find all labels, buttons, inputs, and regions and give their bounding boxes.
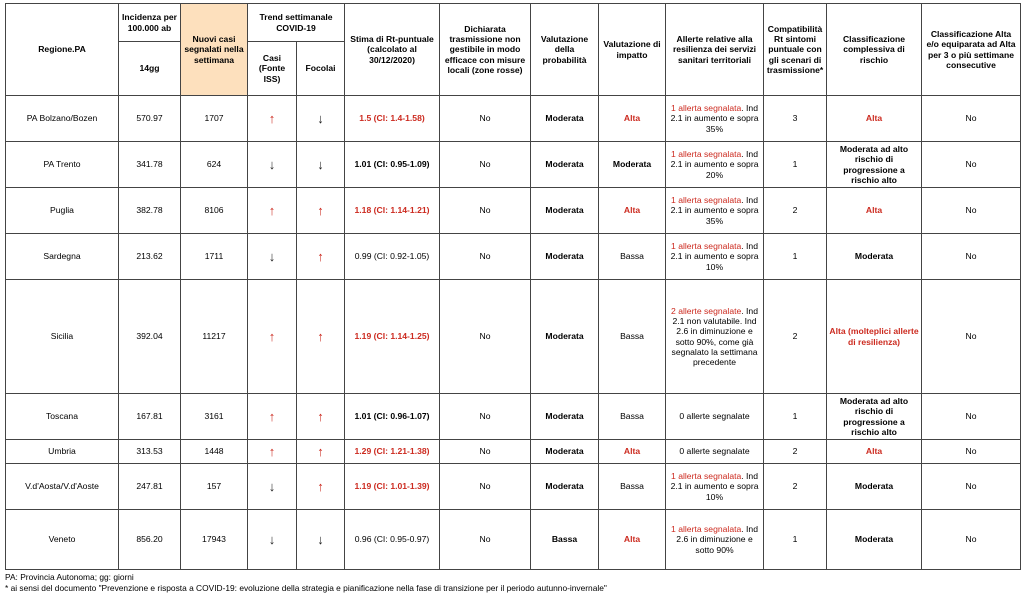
arrow-up-icon: ↑ [317, 478, 324, 494]
cell-regione: PA Bolzano/Bozen [6, 96, 119, 142]
cell-compatibilita: 2 [764, 464, 827, 510]
cell-dichiarata: No [440, 440, 531, 464]
arrow-up-icon: ↑ [317, 202, 324, 218]
cell-nuovi-casi: 3161 [181, 394, 248, 440]
cell-classificazione: Alta [827, 440, 922, 464]
cell-trend-casi [248, 440, 297, 464]
arrow-up-icon: ↑ [268, 328, 276, 344]
table-body [6, 96, 1021, 570]
cell-stima-rt: 1.5 (CI: 1.4-1.58) [345, 96, 440, 142]
cell-probabilita: Moderata [531, 440, 599, 464]
cell-nuovi-casi: 157 [181, 464, 248, 510]
cell-stima-rt: 1.29 (CI: 1.21-1.38) [345, 440, 440, 464]
cell-probabilita: Moderata [531, 96, 599, 142]
cell-compatibilita: 3 [764, 96, 827, 142]
cell-trend-focolai [297, 440, 345, 464]
cell-probabilita: Moderata [531, 394, 599, 440]
cell-allerte [666, 234, 764, 280]
cell-compatibilita: 1 [764, 510, 827, 570]
footnote-reference: * ai sensi del documento "Prevenzione e risposta a COVID-19: evoluzione della strategia e pianificazione nella fase di transizione per il periodo autunno-invernale" [5, 582, 607, 593]
cell-classificazione: Moderata [827, 510, 922, 570]
cell-nuovi-casi: 1711 [181, 234, 248, 280]
report-container [5, 3, 1020, 593]
cell-stima-rt: 0.96 (CI: 0.95-0.97) [345, 510, 440, 570]
arrow-down-icon: ↓ [268, 248, 276, 264]
allerta-detail: . Ind 2.1 in aumento e sopra 20% [670, 149, 759, 180]
cell-impatto: Bassa [599, 394, 666, 440]
cell-classificazione: Alta [827, 188, 922, 234]
cell-trend-focolai [297, 142, 345, 188]
cell-compatibilita: 1 [764, 394, 827, 440]
allerta-detail: 0 allerte segnalate [679, 446, 750, 457]
cell-compatibilita: 2 [764, 188, 827, 234]
arrow-down-icon: ↓ [268, 156, 276, 172]
cell-allerte [666, 440, 764, 464]
cell-trend-focolai [297, 394, 345, 440]
header-regione: Regione.PA [6, 4, 119, 96]
cell-probabilita: Moderata [531, 280, 599, 394]
cell-stima-rt: 1.19 (CI: 1.01-1.39) [345, 464, 440, 510]
cell-impatto: Alta [599, 188, 666, 234]
cell-impatto: Moderata [599, 142, 666, 188]
cell-classificazione: Moderata [827, 464, 922, 510]
cell-incidenza: 570.97 [119, 96, 181, 142]
allerta-count: 1 allerta segnalata [671, 241, 742, 252]
footnotes [5, 572, 1020, 593]
allerta-count: 1 allerta segnalata [671, 195, 742, 206]
cell-trend-casi [248, 96, 297, 142]
arrow-down-icon: ↓ [317, 156, 324, 172]
cell-classificazione-alta: No [922, 280, 1021, 394]
arrow-down-icon: ↓ [268, 531, 276, 547]
arrow-up-icon: ↑ [268, 202, 276, 218]
cell-compatibilita: 1 [764, 142, 827, 188]
cell-impatto: Alta [599, 440, 666, 464]
cell-stima-rt: 1.19 (CI: 1.14-1.25) [345, 280, 440, 394]
cell-classificazione-alta: No [922, 394, 1021, 440]
cell-nuovi-casi: 1448 [181, 440, 248, 464]
cell-probabilita: Moderata [531, 188, 599, 234]
cell-incidenza: 341.78 [119, 142, 181, 188]
allerta-count: 1 allerta segnalata [671, 149, 742, 160]
arrow-down-icon: ↓ [317, 110, 324, 126]
allerta-detail: 0 allerte segnalate [679, 411, 750, 422]
arrow-up-icon: ↑ [317, 408, 324, 424]
cell-probabilita: Moderata [531, 464, 599, 510]
cell-regione: PA Trento [6, 142, 119, 188]
arrow-up-icon: ↑ [317, 328, 324, 344]
cell-trend-casi [248, 234, 297, 280]
allerta-count: 1 allerta segnalata [671, 471, 742, 482]
header-focolai: Focolai [297, 42, 345, 96]
cell-trend-focolai [297, 510, 345, 570]
cell-classificazione-alta: No [922, 188, 1021, 234]
cell-probabilita: Moderata [531, 142, 599, 188]
cell-trend-casi [248, 394, 297, 440]
cell-trend-casi [248, 280, 297, 394]
allerta-count: 1 allerta segnalata [671, 103, 742, 114]
cell-regione: Umbria [6, 440, 119, 464]
cell-impatto: Bassa [599, 464, 666, 510]
cell-stima-rt: 1.01 (CI: 0.95-1.09) [345, 142, 440, 188]
cell-incidenza: 313.53 [119, 440, 181, 464]
cell-impatto: Alta [599, 510, 666, 570]
arrow-down-icon: ↓ [268, 478, 276, 494]
cell-trend-casi [248, 142, 297, 188]
cell-compatibilita: 2 [764, 440, 827, 464]
table-row [6, 96, 1021, 142]
cell-stima-rt: 0.99 (CI: 0.92-1.05) [345, 234, 440, 280]
cell-dichiarata: No [440, 96, 531, 142]
cell-nuovi-casi: 17943 [181, 510, 248, 570]
arrow-up-icon: ↑ [268, 408, 276, 424]
header-valutazione-probabilita: Valutazione della probabilità [531, 4, 599, 96]
allerta-detail: . Ind 2.1 in aumento e sopra 35% [670, 195, 759, 226]
cell-classificazione: Alta [827, 96, 922, 142]
cell-impatto: Alta [599, 96, 666, 142]
allerta-detail: . Ind 2.6 in diminuzione e sotto 90% [676, 524, 758, 555]
cell-allerte [666, 280, 764, 394]
cell-classificazione-alta: No [922, 234, 1021, 280]
arrow-up-icon: ↑ [317, 248, 324, 264]
cell-probabilita: Moderata [531, 234, 599, 280]
cell-compatibilita: 1 [764, 234, 827, 280]
cell-dichiarata: No [440, 234, 531, 280]
cell-allerte [666, 464, 764, 510]
header-14gg: 14gg [119, 42, 181, 96]
cell-stima-rt: 1.18 (CI: 1.14-1.21) [345, 188, 440, 234]
cell-classificazione-alta: No [922, 440, 1021, 464]
cell-classificazione: Moderata ad alto rischio di progressione a rischio alto [827, 394, 922, 440]
arrow-up-icon: ↑ [317, 443, 324, 459]
allerta-detail: . Ind 2.1 in aumento e sopra 10% [670, 471, 759, 502]
footnote-abbreviations: PA: Provincia Autonoma; gg: giorni [5, 572, 134, 582]
header-casi: Casi (Fonte ISS) [248, 42, 297, 96]
cell-incidenza: 392.04 [119, 280, 181, 394]
cell-probabilita: Bassa [531, 510, 599, 570]
cell-regione: Sicilia [6, 280, 119, 394]
cell-regione: V.d'Aosta/V.d'Aoste [6, 464, 119, 510]
cell-dichiarata: No [440, 394, 531, 440]
cell-nuovi-casi: 11217 [181, 280, 248, 394]
cell-trend-focolai [297, 96, 345, 142]
cell-regione: Toscana [6, 394, 119, 440]
cell-regione: Veneto [6, 510, 119, 570]
cell-allerte [666, 510, 764, 570]
header-valutazione-impatto: Valutazione di impatto [599, 4, 666, 96]
cell-classificazione-alta: No [922, 142, 1021, 188]
cell-dichiarata: No [440, 464, 531, 510]
header-allerte: Allerte relative alla resilienza dei servizi sanitari territoriali [666, 4, 764, 96]
allerta-count: 2 allerte segnalate [671, 305, 742, 316]
cell-trend-casi [248, 188, 297, 234]
cell-impatto: Bassa [599, 234, 666, 280]
header-classificazione: Classificazione complessiva di rischio [827, 4, 922, 96]
cell-allerte [666, 96, 764, 142]
cell-classificazione: Alta (molteplici allerte di resilienza) [827, 280, 922, 394]
header-stima-rt: Stima di Rt-puntuale (calcolato al 30/12/2020) [345, 4, 440, 96]
cell-incidenza: 856.20 [119, 510, 181, 570]
cell-regione: Sardegna [6, 234, 119, 280]
cell-trend-focolai [297, 234, 345, 280]
allerta-count: 1 allerta segnalata [671, 524, 742, 535]
cell-classificazione-alta: No [922, 510, 1021, 570]
arrow-up-icon: ↑ [268, 110, 276, 126]
cell-incidenza: 167.81 [119, 394, 181, 440]
cell-allerte [666, 142, 764, 188]
cell-compatibilita: 2 [764, 280, 827, 394]
cell-classificazione-alta: No [922, 464, 1021, 510]
cell-dichiarata: No [440, 510, 531, 570]
cell-classificazione: Moderata [827, 234, 922, 280]
allerta-detail: . Ind 2.1 in aumento e sopra 10% [670, 241, 759, 272]
cell-trend-focolai [297, 188, 345, 234]
cell-incidenza: 213.62 [119, 234, 181, 280]
cell-incidenza: 247.81 [119, 464, 181, 510]
cell-nuovi-casi: 624 [181, 142, 248, 188]
table-row [6, 394, 1021, 440]
risk-table [5, 3, 1021, 570]
header-classificazione-alta: Classificazione Alta e/o equiparata ad Alta per 3 o più settimane consecutive [922, 4, 1021, 96]
cell-dichiarata: No [440, 142, 531, 188]
cell-allerte [666, 188, 764, 234]
cell-regione: Puglia [6, 188, 119, 234]
cell-stima-rt: 1.01 (CI: 0.96-1.07) [345, 394, 440, 440]
cell-nuovi-casi: 1707 [181, 96, 248, 142]
table-row [6, 440, 1021, 464]
arrow-down-icon: ↓ [317, 531, 324, 547]
cell-allerte [666, 394, 764, 440]
cell-trend-casi [248, 510, 297, 570]
cell-impatto: Bassa [599, 280, 666, 394]
header-dichiarata: Dichiarata trasmissione non gestibile in modo efficace con misure locali (zone rosse) [440, 4, 531, 96]
cell-trend-casi [248, 464, 297, 510]
cell-trend-focolai [297, 464, 345, 510]
table-row [6, 280, 1021, 394]
cell-classificazione-alta: No [922, 96, 1021, 142]
allerta-detail: . Ind 2.1 in aumento e sopra 35% [670, 103, 759, 134]
cell-dichiarata: No [440, 280, 531, 394]
header-compatibilita: Compatibilità Rt sintomi puntuale con gli scenari di trasmissione* [764, 4, 827, 96]
arrow-up-icon: ↑ [268, 443, 276, 459]
cell-dichiarata: No [440, 188, 531, 234]
header-incidenza: Incidenza per 100.000 ab [119, 4, 181, 42]
cell-incidenza: 382.78 [119, 188, 181, 234]
table-row [6, 464, 1021, 510]
table-row [6, 142, 1021, 188]
table-row [6, 188, 1021, 234]
cell-classificazione: Moderata ad alto rischio di progressione a rischio alto [827, 142, 922, 188]
table-row [6, 234, 1021, 280]
table-row [6, 510, 1021, 570]
cell-nuovi-casi: 8106 [181, 188, 248, 234]
header-nuovi-casi: Nuovi casi segnalati nella settimana [181, 4, 248, 96]
allerta-detail: . Ind 2.1 non valutabile. Ind 2.6 in diminuzione e sotto 90%, come già segnalato la settimana precedente [671, 305, 758, 368]
header-trend: Trend settimanale COVID-19 [248, 4, 345, 42]
cell-trend-focolai [297, 280, 345, 394]
